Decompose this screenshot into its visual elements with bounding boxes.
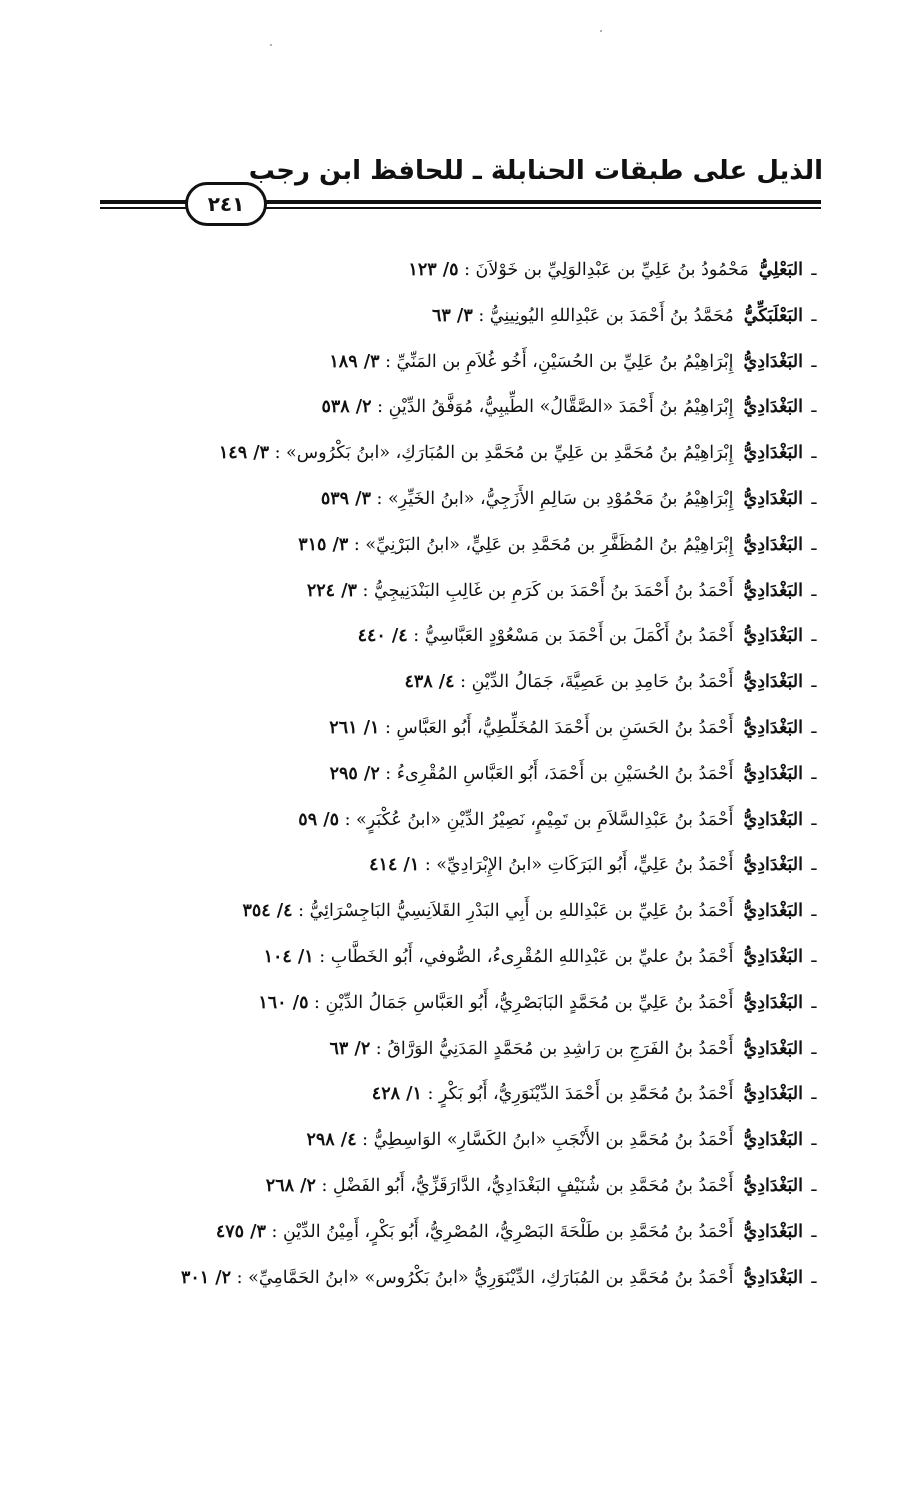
running-header-title: الذيل على طبقات الحنابلة ـ للحافظ ابن رجب bbox=[248, 156, 823, 186]
entry-nisba: البَغْدَادِيُّ bbox=[743, 1084, 803, 1105]
entry-volume-page: ٥/ ١٦٠ bbox=[258, 992, 309, 1013]
entry-bullet: ـ bbox=[811, 1084, 817, 1105]
entry-volume-page: ١/ ١٠٤ bbox=[263, 946, 314, 967]
entry-volume-page: ١/ ٤٢٨ bbox=[371, 1084, 422, 1105]
entry-name: إِبْرَاهِيْمُ بنُ المُظَفَّرِ بن مُحَمَّدِ بن عَلِيٍّ، «ابنُ البَرْنِيِّ» : bbox=[353, 534, 734, 555]
entry-nisba: البَغْدَادِيُّ bbox=[743, 809, 803, 830]
index-entry bbox=[150, 477, 825, 523]
entry-name: أَحْمَدُ بنُ مُحَمَّدِ بن أَحْمَدَ الدِّيْنَوَرِيُّ، أَبُو بَكْرٍ : bbox=[427, 1084, 734, 1105]
entry-volume-page: ٤/ ٣٥٤ bbox=[242, 901, 293, 922]
entry-volume-page: ٤/ ٢٩٨ bbox=[306, 1130, 357, 1151]
entry-nisba: البَغْدَادِيُّ bbox=[743, 717, 803, 738]
entry-volume-page: ٢/ ٥٣٨ bbox=[321, 397, 372, 418]
entry-bullet: ـ bbox=[811, 1267, 817, 1288]
scan-speck bbox=[270, 44, 272, 46]
entry-nisba: البَغْدَادِيُّ bbox=[743, 580, 803, 601]
entry-name: أَحْمَدُ بنُ عَلِيِّ بن عَبْدِاللهِ بن أَبِي البَدْرِ القَلاَنِسِيُّ البَاجِسْرَائِيُّ : bbox=[298, 901, 734, 922]
index-entry bbox=[150, 569, 825, 615]
entry-nisba: البَعْلِيُّ bbox=[758, 260, 803, 280]
index-entry bbox=[150, 889, 825, 935]
entry-name: إِبْرَاهِيْمُ بنُ عَلِيِّ بن الحُسَيْنِ، أَخُو غُلاَمِ بن المَنِّيِّ : bbox=[385, 351, 734, 372]
entry-volume-page: ٣/ ١٤٩ bbox=[218, 443, 269, 464]
index-entry bbox=[150, 843, 825, 889]
entry-name: مَحْمُودُ بنُ عَلِيِّ بن عَبْدِالوَلِيِّ بن خَوْلاَنَ : bbox=[464, 260, 749, 280]
entry-bullet: ـ bbox=[811, 488, 817, 509]
entry-bullet: ـ bbox=[811, 763, 817, 784]
entry-nisba: البَعْلَبَكِّيُّ bbox=[743, 305, 803, 326]
entry-nisba: البَغْدَادِيُّ bbox=[743, 443, 803, 464]
entry-nisba: البَغْدَادِيُّ bbox=[743, 992, 803, 1013]
index-entry-list bbox=[150, 248, 825, 1301]
entry-volume-page: ١/ ٢٦١ bbox=[329, 717, 380, 738]
entry-volume-page: ٢/ ٢٩٥ bbox=[329, 763, 380, 784]
entry-nisba: البَغْدَادِيُّ bbox=[743, 351, 803, 372]
entry-nisba: البَغْدَادِيُّ bbox=[743, 1038, 803, 1059]
entry-nisba: البَغْدَادِيُّ bbox=[743, 397, 803, 418]
entry-volume-page: ٣/ ١٨٩ bbox=[329, 351, 380, 372]
entry-bullet: ـ bbox=[811, 992, 817, 1013]
entry-nisba: البَغْدَادِيُّ bbox=[743, 1267, 803, 1288]
entry-nisba: البَغْدَادِيُّ bbox=[743, 626, 803, 647]
index-entry bbox=[150, 294, 825, 340]
entry-name: مُحَمَّدُ بنُ أَحْمَدَ بن عَبْدِاللهِ اليُونِينِيُّ : bbox=[478, 305, 734, 326]
entry-bullet: ـ bbox=[811, 534, 817, 555]
index-entry bbox=[150, 340, 825, 386]
entry-bullet: ـ bbox=[811, 397, 817, 418]
entry-name: أَحْمَدُ بنُ عَلِيٍّ، أَبُو البَرَكَاتِ «ابنُ الإِبْرَادِيِّ» : bbox=[424, 855, 734, 876]
entry-name: أَحْمَدُ بنُ مُحَمَّدِ بن الأَنْجَبِ «ابنُ الكَسَّارِ» الوَاسِطِيُّ : bbox=[362, 1130, 734, 1151]
entry-nisba: البَغْدَادِيُّ bbox=[743, 534, 803, 555]
entry-name: أَحْمَدُ بنُ أَحْمَدَ بنُ أَحْمَدَ بن كَرَمِ بن غَالِبِ البَنْدَنِيجِيُّ : bbox=[362, 580, 734, 601]
entry-name: أَحْمَدُ بنُ عليِّ بن عَبْدِاللهِ المُقْرِىءُ، الصُّوفي، أَبُو الخَطَّابِ : bbox=[319, 946, 734, 967]
entry-bullet: ـ bbox=[811, 672, 817, 693]
index-entry bbox=[150, 1072, 825, 1118]
entry-nisba: البَغْدَادِيُّ bbox=[743, 901, 803, 922]
entry-volume-page: ٣/ ٥٣٩ bbox=[320, 488, 371, 509]
entry-name: إِبْرَاهِيْمُ بنُ أَحْمَدَ «الصَّقَّالُ» الطِّيبِيُّ، مُوَفَّقُ الدِّيْنِ : bbox=[377, 397, 734, 418]
entry-bullet: ـ bbox=[811, 855, 817, 876]
index-entry bbox=[150, 1164, 825, 1210]
entry-name: أَحْمَدُ بنُ أَكْمَلَ بن أَحْمَدَ بن مَسْعُوْدٍ العَبَّاسِيُّ : bbox=[413, 626, 734, 647]
entry-name: أَحْمَدُ بنُ الحَسَنِ بن أَحْمَدَ المُخَلِّطِيُّ، أَبُو العَبَّاسِ : bbox=[384, 717, 734, 738]
entry-name: أَحْمَدُ بنُ مُحَمَّدِ بن المُبَارَكِ، الدِّيْنَوَرِيُّ «ابنُ بَكْرُوس» «ابنُ الحَمَّامِيِّ» : bbox=[236, 1267, 734, 1288]
index-entry bbox=[150, 1027, 825, 1073]
entry-bullet: ـ bbox=[811, 305, 817, 326]
entry-name: إِبْرَاهِيْمُ بنُ مُحَمَّدِ بن عَلِيِّ بن مُحَمَّدِ بن المُبَارَكِ، «ابنُ بَكْرُوس» : bbox=[274, 443, 734, 464]
index-entry bbox=[150, 431, 825, 477]
index-entry bbox=[150, 981, 825, 1027]
entry-nisba: البَغْدَادِيُّ bbox=[743, 672, 803, 693]
entry-volume-page: ٥/ ٥٩ bbox=[298, 809, 339, 830]
index-entry bbox=[150, 660, 825, 706]
entry-bullet: ـ bbox=[811, 1038, 817, 1059]
index-entry bbox=[150, 706, 825, 752]
entry-bullet: ـ bbox=[811, 717, 817, 738]
entry-volume-page: ٢/ ٣٠١ bbox=[180, 1267, 232, 1288]
entry-bullet: ـ bbox=[811, 901, 817, 922]
entry-nisba: البَغْدَادِيُّ bbox=[743, 763, 803, 784]
entry-name: أَحْمَدُ بنُ الفَرَجِ بن رَاشِدِ بن مُحَمَّدٍ المَدَنِيُّ الوَرَّاقُ : bbox=[375, 1038, 734, 1059]
entry-volume-page: ٣/ ٢٢٤ bbox=[306, 580, 357, 601]
entry-bullet: ـ bbox=[811, 260, 817, 280]
entry-nisba: البَغْدَادِيُّ bbox=[743, 1175, 803, 1196]
page-number-badge: ٢٤١ bbox=[185, 182, 267, 226]
entry-volume-page: ٣/ ٦٣ bbox=[432, 305, 473, 326]
entry-nisba: البَغْدَادِيُّ bbox=[743, 488, 803, 509]
entry-volume-page: ٢/ ٦٣ bbox=[329, 1038, 371, 1059]
entry-volume-page: ٢/ ٢٦٨ bbox=[265, 1175, 316, 1196]
entry-volume-page: ٤/ ٤٣٨ bbox=[404, 672, 455, 693]
index-entry bbox=[150, 523, 825, 569]
entry-bullet: ـ bbox=[811, 351, 817, 372]
entry-name: أَحْمَدُ بنُ حَامِدِ بن عَصِيَّةَ، جَمَالُ الدِّيْنِ : bbox=[460, 672, 734, 693]
entry-bullet: ـ bbox=[811, 626, 817, 647]
entry-nisba: البَغْدَادِيُّ bbox=[743, 855, 803, 876]
entry-bullet: ـ bbox=[811, 946, 817, 967]
entry-bullet: ـ bbox=[811, 443, 817, 464]
entry-name: أَحْمَدُ بنُ عَبْدِالسَّلاَمِ بن تَمِيْمٍ، نَصِيْرُ الدِّيْنِ «ابنُ عُكْبَرٍ» : bbox=[344, 809, 734, 830]
index-entry bbox=[150, 1118, 825, 1164]
entry-bullet: ـ bbox=[811, 580, 817, 601]
entry-bullet: ـ bbox=[811, 809, 817, 830]
entry-name: أَحْمَدُ بنُ عَلِيِّ بن مُحَمَّدٍ البَابَصْرِيُّ، أَبُو العَبَّاسِ جَمَالُ الدِّيْنِ : bbox=[314, 992, 734, 1013]
index-entry bbox=[150, 385, 825, 431]
entry-nisba: البَغْدَادِيُّ bbox=[743, 946, 803, 967]
index-entry bbox=[150, 798, 825, 844]
index-entry bbox=[150, 1256, 825, 1302]
entry-name: أَحْمَدُ بنُ الحُسَيْنِ بن أَحْمَدَ، أَبُو العَبَّاسِ المُقْرِىءُ : bbox=[385, 763, 734, 784]
index-entry bbox=[150, 614, 825, 660]
entry-volume-page: ٤/ ٤٤٠ bbox=[357, 626, 408, 647]
entry-name: أَحْمَدُ بنُ مُحَمَّدِ بن طَلْحَةَ البَصْرِيُّ، المُصْرِيُّ، أَبُو بَكْرٍ، أَمِيْنُ الدِّيْنِ : bbox=[271, 1221, 734, 1242]
entry-bullet: ـ bbox=[811, 1175, 817, 1196]
entry-volume-page: ١/ ٤١٤ bbox=[369, 855, 420, 876]
index-entry bbox=[150, 248, 825, 294]
index-entry bbox=[150, 752, 825, 798]
entry-nisba: البَغْدَادِيُّ bbox=[743, 1130, 803, 1151]
scan-speck bbox=[600, 30, 602, 32]
entry-bullet: ـ bbox=[811, 1221, 817, 1242]
entry-volume-page: ٣/ ٣١٥ bbox=[298, 534, 349, 555]
entry-volume-page: ٥/ ١٢٣ bbox=[408, 260, 459, 280]
index-entry bbox=[150, 935, 825, 981]
entry-name: أَحْمَدُ بنُ مُحَمَّدِ بن شُنَيْفٍ البَغْدَادِيُّ، الدَّارَقَزِّيُّ، أَبُو الفَضْلِ : bbox=[321, 1175, 734, 1196]
entry-name: إِبْرَاهِيْمُ بنُ مَحْمُوْدِ بن سَالِمِ الأَزَجِيُّ، «ابنُ الخَيِّرِ» : bbox=[376, 488, 734, 509]
entry-nisba: البَغْدَادِيُّ bbox=[743, 1221, 803, 1242]
entry-bullet: ـ bbox=[811, 1130, 817, 1151]
entry-volume-page: ٣/ ٤٧٥ bbox=[215, 1221, 266, 1242]
index-entry bbox=[150, 1210, 825, 1256]
